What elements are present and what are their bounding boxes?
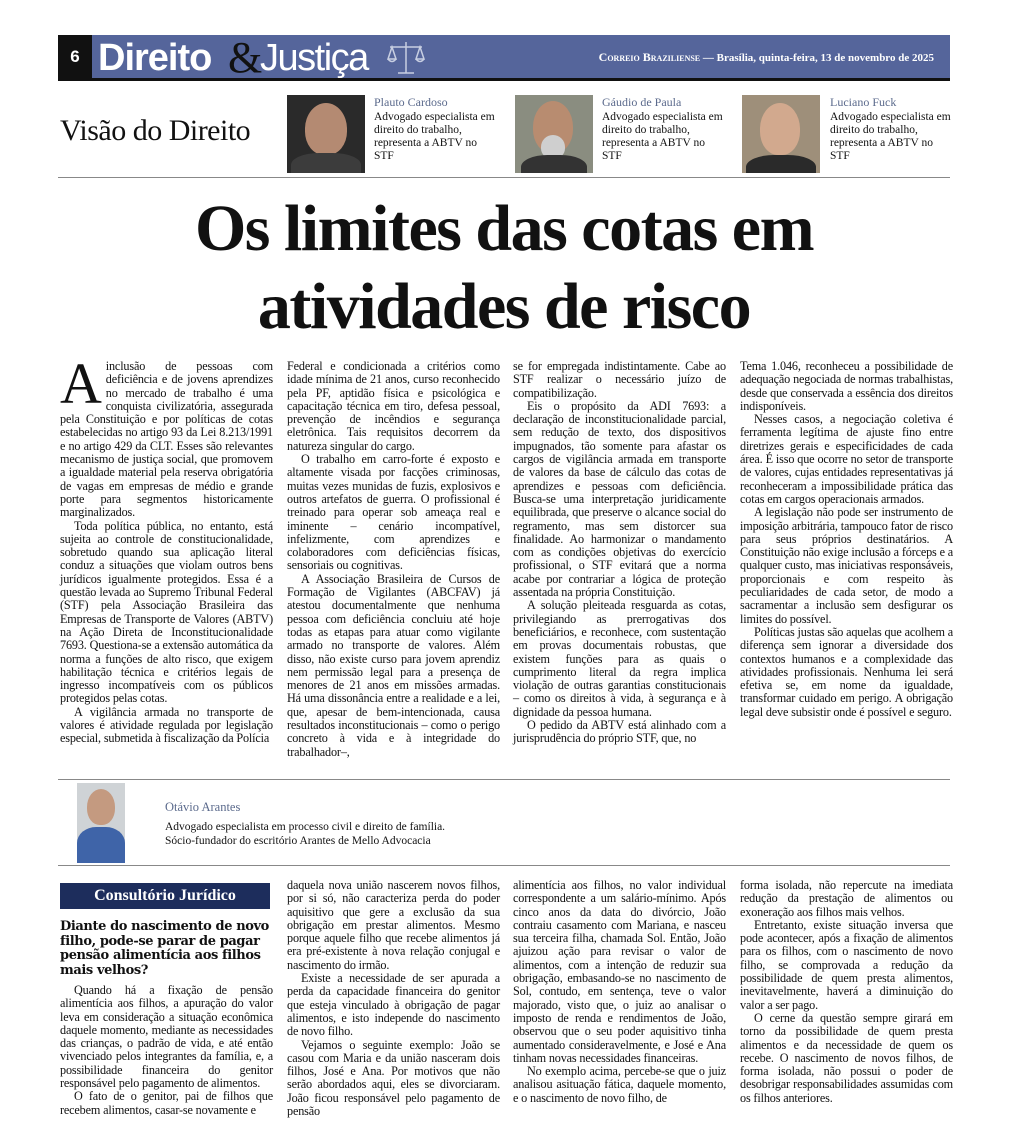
dateline: — Brasília, quinta-feira, 13 de novembro de 2025 (700, 52, 934, 64)
headline-line-1: Os limites das cotas em (194, 192, 814, 265)
paragraph (740, 919, 953, 1012)
section-header-bar (58, 35, 950, 81)
paragraph-text: Vejamos o seguinte exemplo: João se casou com Maria e da união nasceram dois filhos, José e Ana. Por motivos que não serão abordados aqui, eles se divorciaram. João ficou responsável pelo pagamento de pensão (287, 1037, 500, 1119)
paragraph (513, 879, 726, 1065)
paragraph-text: Federal e condicionada a critérios como idade mínima de 21 anos, curso reconhecido pela PF, aptidão física e psicológica e capacitação técnica em tiro, defesa pessoal, prevenção de incêndios e segurança eletrônica. Tais requisitos decorrem da natureza singular do cargo. (287, 359, 500, 453)
author-description: Advogado especialista em direito do trabalho, representa a ABTV no STF (602, 111, 723, 162)
author-photo (515, 95, 593, 173)
paragraph-text: A legislação não pode ser instrumento de imposição arbitrária, tampouco fator de risco para seus próprios destinatários. A Constituição não exige inclusão a fórceps e a qualquer custo, mas iniciativas responsáveis, proporcionais e com respeito às peculiaridades de cada setor, de modo a sacramentar a inclusão sem desfigurar os limites do possível. (740, 505, 953, 626)
paragraph (287, 360, 500, 453)
drop-cap: A (60, 351, 102, 416)
paragraph (287, 453, 500, 573)
author-description: Advogado especialista em direito do trabalho, representa a ABTV no STF (374, 111, 495, 162)
paragraph-text: O trabalho em carro-forte é exposto e altamente visada por facções criminosas, muitas vezes munidas de fuzis, explosivos e outros artefatos de guerra. O profissional é treinado para operar sob ameaça real e iminente – cenário incompatível, infelizmente, com aprendizes e colaboradores com deficiências físicas, sensoriais ou cognitivas. (287, 452, 500, 573)
paragraph-text: O fato de o genitor, pai de filhos que recebem alimentos, casar-se novamente e (60, 1089, 273, 1117)
paragraph-text: Eis o propósito da ADI 7693: a declaração de inconstitucionalidade parcial, sem redução de texto, dos dispositivos impugnados, tão somente para afastar os cargos de vigilância armada em transporte de valores da base de cálculo das cotas de aprendizes e pessoas com deficiência. Busca-se uma interpretação juridicamente equilibrada, que preserve o alcance social do regramento, mas sem distorcer sua finalidade. Ao harmonizar o mandamento com as condições objetivas do exercício profissional, o STF evitará que a norma acabe por contrariar a lógica de proteção assentada na própria Constituição. (513, 398, 726, 600)
paragraph (740, 626, 953, 719)
page-number: 6 (58, 35, 92, 78)
paragraph (513, 400, 726, 599)
paragraph (60, 984, 273, 1090)
article-column (513, 360, 726, 746)
article-column (740, 360, 953, 719)
divider (58, 865, 950, 866)
paragraph-text: A Associação Brasileira de Cursos de Formação de Vigilantes (ABCFAV) já atestou documentalmente que nenhuma pessoa com deficiência concluiu até hoje todas as etapas para atuar como vigilante armado no transporte de valores. Além disso, não existe curso para jovem aprendiz nem permissão legal para a presença de menores de 21 anos em missões armadas. Há uma dissonância entre a realidade e a lei, que, apesar de bem-intencionada, causa resultados inconstitucionais – como o perigo concreto à vida e à integridade do trabalhador–, (287, 571, 500, 759)
paragraph (287, 1039, 500, 1119)
scales-of-justice-icon (386, 39, 426, 77)
paragraph (740, 879, 953, 919)
paragraph-text: inclusão de pessoas com deficiência e de jovens aprendizes no mercado de trabalho é uma conquista civilizatória, assegurada pela Constituição e por políticas de cotas estabelecidas no artigo 93 da Lei 8.213/1991 e no artigo 429 da CLT. Esses são relevantes mecanismo de justiça social, que promovem a igualdade material pela reserva obrigatória de vagas em empresas de médio e grande porte para segmentos historicamente marginalizados. (60, 359, 273, 520)
consultorio-author-description (165, 820, 445, 848)
consultorio-label: Consultório Jurídico (60, 883, 270, 909)
article-headline (58, 190, 950, 346)
section-title-justica: Justiça (260, 37, 368, 79)
paragraph (60, 1090, 273, 1117)
divider (58, 779, 950, 780)
paragraph-text: Existe a necessidade de ser apurada a perda da capacidade financeira do genitor que esteja vinculado à obrigação de pagar alimentos, e isto independe do nascimento de novo filho. (287, 971, 500, 1039)
author-name: Luciano Fuck (830, 95, 897, 109)
paragraph (513, 599, 726, 719)
consultorio-column (513, 879, 726, 1105)
section-title-direito: Direito (98, 37, 212, 79)
paragraph-text: Quando há a fixação de pensão alimentícia aos filhos, a apuração do valor leva em consideração a situação econômica daquele momento, mediante as necessidades das crianças, o padrão de vida, e até então vivenciado pelos integrantes da família, e, a possibilidade financeira do genitor responsável pelo pagamento de alimentos. (60, 983, 273, 1091)
author-photo (287, 95, 365, 173)
paragraph (287, 879, 500, 972)
paragraph-text: se for empregada indistintamente. Cabe ao STF realizar o necessário juízo de compatibilização. (513, 359, 726, 400)
paragraph-text: daquela nova união nascerem novos filhos, por si só, não caracteriza perda do poder aquisitivo que gere a exclusão da sua obrigação em prestar alimentos. Mesmo porque aquele filho que recebe alimentos já era pré-existente à nova relação conjugal e nascimento do irmão. (287, 878, 500, 972)
paragraph-text: O cerne da questão sempre girará em torno da possibilidade de quem presta alimentos e da necessidade de quem os recebe. O nascimento de novos filhos, de forma isolada, não possui o poder de desobrigar responsabilidades assumidas com os filhos anteriores. (740, 1010, 953, 1105)
paragraph (740, 506, 953, 626)
author-name: Gáudio de Paula (602, 95, 682, 109)
paragraph-text: Tema 1.046, reconheceu a possibilidade de adequação negociada de normas trabalhistas, desde que conservada a essência dos direitos indisponíveis. (740, 359, 953, 413)
author-desc-line: Advogado especialista em processo civil e direito de família. (165, 821, 446, 833)
paragraph (740, 413, 953, 506)
paragraph (60, 351, 273, 520)
paragraph (740, 1012, 953, 1105)
paragraph (60, 706, 273, 746)
masthead-dateline (599, 50, 934, 65)
paragraph (287, 573, 500, 759)
paragraph-text: Toda política pública, no entanto, está sujeita ao controle de constitucionalidade, sobretudo quando sua aplicação literal conduz a situações que violam outros bens jurídicos igualmente protegidos. Essa é a questão levada ao Supremo Tribunal Federal (STF) pela Associação Brasileira das Empresas de Transporte de Valores (ABTV) na Ação Direta de Inconstitucionalidade 7693. Questiona-se a extensão automática da norma a funções de alto risco, que exigem habilitação técnica e critérios legais de ingresso incompatíveis com os públicos protegidos pelas cotas. (60, 518, 273, 706)
paragraph-text: A solução pleiteada resguarda as cotas, privilegiando as prerrogativas dos beneficiários, e reconhece, com sustentação em provas documentais robustas, que existem funções para as quais o cumprimento literal da regra implica violação de outras garantias constitucionais – como os direitos à vida, à segurança e à dignidade da pessoa humana. (513, 598, 726, 719)
column-label: Visão do Direito (60, 114, 251, 147)
paragraph-text: O pedido da ABTV está alinhado com a jurisprudência do próprio STF, que, no (513, 718, 726, 746)
paragraph (60, 520, 273, 706)
paragraph-text: alimentícia aos filhos, no valor individual correspondente a um salário-mínimo. Após cinco anos da data do divórcio, João contraiu casamento com Mariana, e nasceu sua terceira filha, chamada Sol. Então, João ajuizou ação para revisar o valor de alimentos, com a intenção de reduzir sua obrigação, embasando-se no nascimento de Sol, contudo, em sentença, teve o valor majorado, visto que, o juiz ao analisar o imposto de renda e rendimentos de João, observou que o seu poder aquisitivo tinha aumentado consideravelmente, e José e Ana tinham novas necessidades financeiras. (513, 878, 726, 1065)
consultorio-column (740, 879, 953, 1105)
consultorio-column (287, 879, 500, 1118)
headline-line-2: atividades de risco (257, 270, 751, 343)
consultorio-author-name: Otávio Arantes (165, 800, 241, 814)
paragraph-text: Políticas justas são aquelas que acolhem a diferença sem ignorar a diversidade dos contextos humanos e a complexidade das atividades profissionais. Nenhuma lei será efetiva se, em nome da igualdade, transformar cuidado em perigo. A obrigação legal deve subsistir onde é possível e seguro. (740, 624, 953, 719)
newspaper-name: Correio Braziliense (598, 50, 701, 64)
author-photo (742, 95, 820, 173)
paragraph-text: forma isolada, não repercute na imediata redução da prestação de alimentos ou exoneração aos filhos mais velhos. (740, 878, 953, 919)
author-name: Plauto Cardoso (374, 95, 448, 109)
article-column (287, 360, 500, 759)
paragraph (513, 360, 726, 400)
paragraph (513, 1065, 726, 1105)
consultorio-column (60, 984, 273, 1117)
paragraph-text: A vigilância armada no transporte de valores é atividade regulada por legislação especial, submetida à fiscalização da Polícia (60, 704, 273, 746)
consultorio-question: Diante do nascimento de novo filho, pode-se parar de pagar pensão alimentícia aos filhos mais velhos? (60, 919, 269, 978)
author-photo (77, 783, 125, 863)
paragraph (287, 972, 500, 1038)
paragraph (513, 719, 726, 746)
paragraph-text: Entretanto, existe situação inversa que pode acontecer, após a fixação de alimentos para os filhos, com o nascimento de novo filho, se comprovada a redução da possibilidade de quem presta alimentos, inevitavelmente, haverá a diminuição do valor a ser pago. (740, 917, 953, 1012)
author-desc-line: Sócio-fundador do escritório Arantes de Mello Advocacia (165, 835, 431, 847)
paragraph-text: Nesses casos, a negociação coletiva é ferramenta legítima de ajuste fino entre diretrizes gerais e especificidades de cada área. É isso que ocorre no setor de transporte de valores, cujas entidades representativas já reconheceram a impossibilidade prática das cotas em cargos operacionais armados. (740, 412, 953, 506)
divider (58, 177, 950, 178)
article-column (60, 351, 273, 746)
author-description: Advogado especialista em direito do trabalho, representa a ABTV no STF (830, 111, 951, 162)
section-title-ampersand: & (228, 33, 263, 82)
paragraph-text: No exemplo acima, percebe-se que o juiz analisou asituação fática, daquele momento, e o nascimento de novo filho, de (513, 1064, 726, 1105)
paragraph (740, 360, 953, 413)
